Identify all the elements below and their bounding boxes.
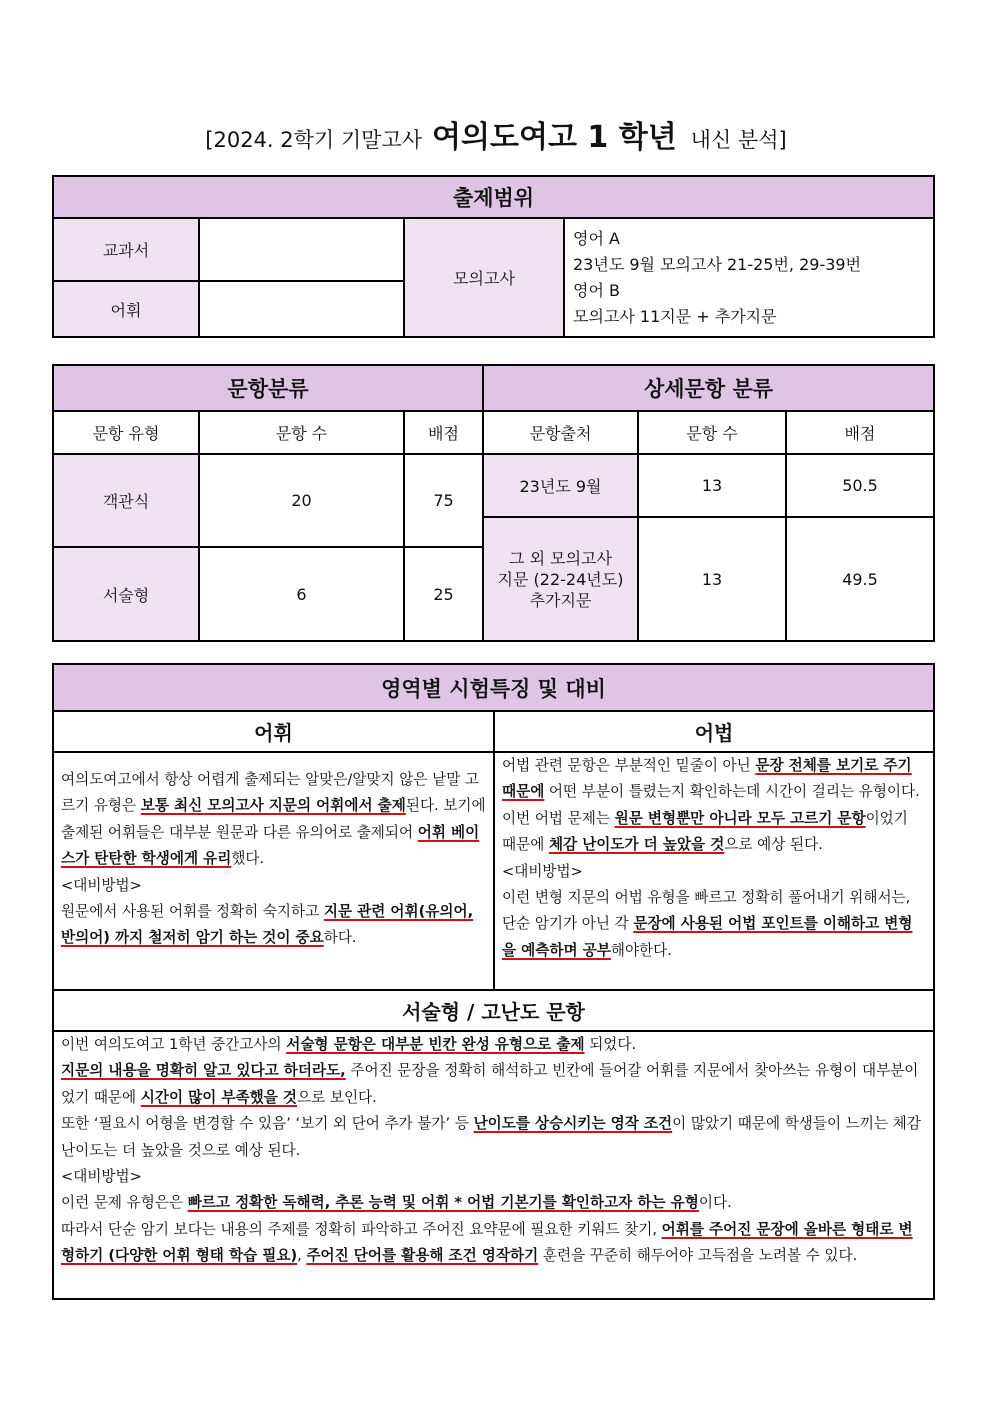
grammar-text: 어떤 부분이 틀렸는지 확인하는데 시간이 걸리는 유형이다. 이번 어법 문제는 <box>502 783 920 827</box>
vocab-text: 된다. 보기에 출제된 어휘들은 대부분 원문과 다른 유의어로 출제되어 <box>61 797 486 841</box>
grammar-highlight: 원문 변형뿐만 아니라 모두 고르기 문항 <box>614 809 866 827</box>
detail-header: 상세문항 분류 <box>483 365 934 411</box>
grammar-highlight: 문장에 사용된 어법 포인트를 이해하고 변형을 예측하며 공부 <box>502 915 913 959</box>
features-header: 영역별 시험특징 및 대비 <box>53 664 934 711</box>
mock-line: 23년도 9월 모의고사 21-25번, 29-39번 <box>573 254 862 274</box>
essay-section-header: 서술형 / 고난도 문항 <box>53 990 934 1031</box>
scope-table <box>52 175 935 338</box>
vocab-text: 여의도여고에서 항상 어렵게 출제되는 알맞은/알맞지 않은 낱말 고르기 유형은 <box>61 771 480 815</box>
source1-count: 13 <box>638 454 786 517</box>
essay-text: 이다. <box>698 1194 732 1212</box>
essay-text: 따라서 단순 암기 보다는 내용의 주제를 정확히 파악하고 주어진 요약문에 필요한 키워드 찾기, <box>61 1220 662 1238</box>
source2-score: 49.5 <box>786 517 934 641</box>
grammar-text: 이었기 때문에 <box>502 809 908 854</box>
objective-count: 20 <box>199 454 404 547</box>
prep-label: <대비방법> <box>61 876 142 894</box>
grammar-analysis <box>494 752 934 990</box>
essay-text: , <box>297 1247 307 1265</box>
mock-line: 영어 A <box>573 228 620 248</box>
classification-header: 문항분류 <box>53 365 483 411</box>
essay-analysis <box>53 1031 934 1299</box>
col-count: 문항 수 <box>199 411 404 454</box>
vocab-label: 어휘 <box>53 281 199 337</box>
col-source: 문항출처 <box>483 411 638 454</box>
source1-name: 23년도 9월 <box>483 454 638 517</box>
essay-highlight: 서술형 문항은 대부분 빈칸 완성 유형으로 출제 <box>286 1036 585 1053</box>
essay-text: 이 많았기 때문에 학생들이 느끼는 체감 난이도는 더 높았을 것으로 예상 된다. <box>61 1115 921 1159</box>
essay-text: 주어진 문장을 정확히 해석하고 빈칸에 들어갈 어휘를 지문에서 찾아쓰는 유형이 대부분이었기 때문에 <box>61 1062 919 1106</box>
vocab-text: 했다. <box>231 850 265 868</box>
essay-text: 이번 여의도여고 1학년 중간고사의 <box>61 1036 287 1053</box>
objective-score: 75 <box>404 454 483 547</box>
title-prefix: [2024. 2학기 기말고사 <box>205 128 423 152</box>
vocab-text: 하다. <box>323 929 357 947</box>
col-type: 문항 유형 <box>53 411 199 454</box>
source2-name <box>483 517 638 641</box>
vocab-text: 원문에서 사용된 어휘를 정확히 숙지하고 <box>61 903 324 921</box>
prep-label: <대비방법> <box>502 862 583 880</box>
essay-highlight: 주어진 단어를 활용해 조건 영작하기 <box>306 1247 539 1265</box>
subjective-score: 25 <box>404 547 483 641</box>
mock-label: 모의고사 <box>404 218 564 337</box>
col-score: 배점 <box>404 411 483 454</box>
grammar-text: 으로 예상 된다. <box>724 836 823 854</box>
features-table <box>52 663 935 1300</box>
vocab-section-header: 어휘 <box>53 711 494 752</box>
grammar-text: 해야한다. <box>610 941 672 959</box>
title-suffix: 내신 분석] <box>690 128 787 152</box>
source2-line: 추가지문 <box>529 590 592 610</box>
source1-score: 50.5 <box>786 454 934 517</box>
objective-type: 객관식 <box>53 454 199 547</box>
mock-range <box>564 218 934 337</box>
grammar-text: 어법 관련 문항은 부분적인 밑줄이 아닌 <box>502 757 756 774</box>
essay-highlight: 시간이 많이 부족했을 것 <box>140 1088 298 1106</box>
subjective-count: 6 <box>199 547 404 641</box>
grammar-text: 이런 변형 지문의 어법 유형을 빠르고 정확히 풀어내기 위해서는, 단순 암기가 아닌 각 <box>502 889 911 933</box>
essay-highlight: 지문의 내용을 명확히 알고 있다고 하더라도, <box>61 1062 346 1080</box>
essay-text: 또한 ‘필요시 어형을 변경할 수 있음’ ‘보기 외 단어 추가 불가’ 등 <box>61 1115 474 1133</box>
essay-highlight: 난이도를 상승시키는 영작 조건 <box>473 1115 673 1133</box>
grammar-section-header: 어법 <box>494 711 934 752</box>
col-count2: 문항 수 <box>638 411 786 454</box>
textbook-value <box>199 218 404 281</box>
vocab-highlight: 어휘 베이스가 탄탄한 학생에게 유리 <box>61 823 480 868</box>
grammar-highlight: 체감 난이도가 더 높았을 것 <box>548 836 725 854</box>
essay-highlight: 어휘를 주어진 문장에 올바른 형태로 변형하기 (다양한 어휘 형태 학습 필요) <box>61 1220 913 1265</box>
source2-line: 지문 (22-24년도) <box>497 569 624 589</box>
subjective-type: 서술형 <box>53 547 199 641</box>
essay-text: 훈련을 꾸준히 해두어야 고득점을 노려볼 수 있다. <box>538 1247 858 1265</box>
vocab-highlight: 보통 최신 모의고사 지문의 어휘에서 출제 <box>140 797 406 815</box>
col-score2: 배점 <box>786 411 934 454</box>
vocab-highlight: 지문 관련 어휘(유의어,반의어) 까지 철저히 암기 하는 것이 중요 <box>61 903 474 947</box>
title-school: 여의도여고 1 학년 <box>432 120 677 155</box>
source2-count: 13 <box>638 517 786 641</box>
grammar-highlight: 문장 전체를 보기로 주기 때문에 <box>502 757 912 801</box>
mock-line: 모의고사 11지문 + 추가지문 <box>573 306 777 326</box>
essay-text: 이런 문제 유형은은 <box>61 1194 188 1212</box>
page-title <box>0 112 992 156</box>
classification-table <box>52 364 935 642</box>
mock-line: 영어 B <box>573 280 620 300</box>
prep-label: <대비방법> <box>61 1168 142 1186</box>
source2-line: 그 외 모의고사 <box>509 548 612 568</box>
textbook-label: 교과서 <box>53 218 199 281</box>
vocab-value <box>199 281 404 337</box>
essay-text: 되었다. <box>584 1036 637 1053</box>
essay-highlight: 빠르고 정확한 독해력, 추론 능력 및 어휘 * 어법 기본기를 확인하고자 하는 유형 <box>187 1194 699 1212</box>
vocab-analysis <box>53 752 494 990</box>
essay-text: 으로 보인다. <box>297 1088 377 1106</box>
scope-header: 출제범위 <box>53 176 934 218</box>
